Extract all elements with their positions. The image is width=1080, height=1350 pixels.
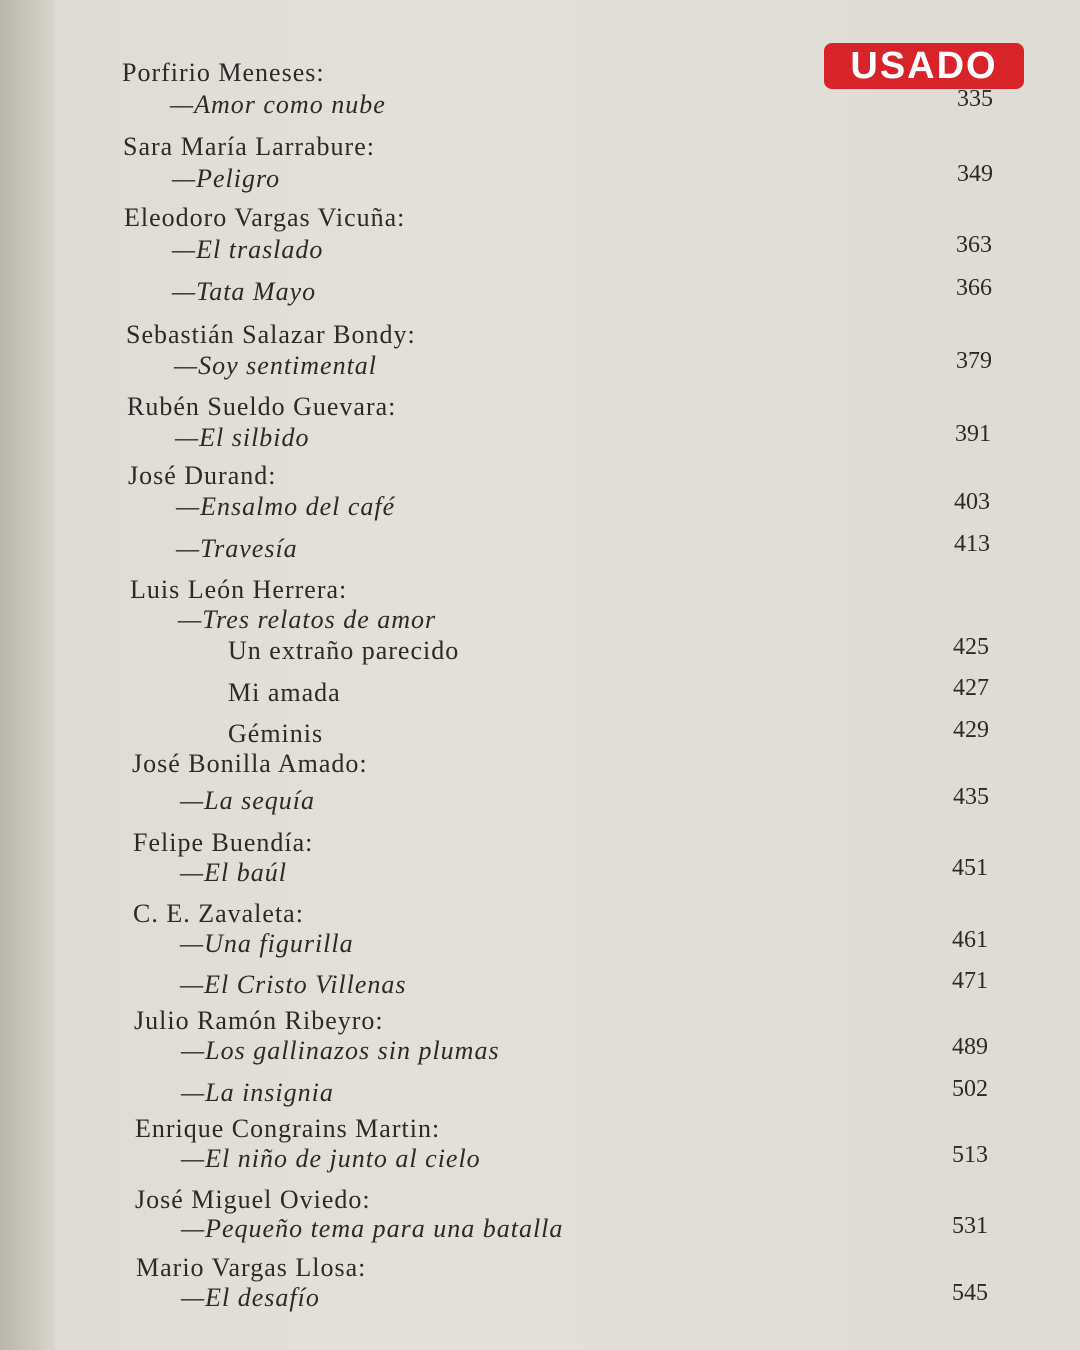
toc-author: Julio Ramón Ribeyro: — [134, 1006, 384, 1035]
toc-page-number: 489 — [952, 1034, 988, 1060]
toc-author: José Bonilla Amado: — [132, 749, 368, 778]
toc-story-title: —La sequía — [180, 786, 315, 815]
toc-sub-title: Géminis — [228, 719, 324, 748]
toc-author: Sara María Larrabure: — [123, 132, 375, 161]
toc-story-title: —Tata Mayo — [172, 277, 317, 306]
toc-story-title: —Amor como nube — [170, 90, 386, 119]
toc-page-number: 471 — [952, 968, 988, 994]
toc-page-number: 429 — [953, 717, 989, 743]
toc-author: Rubén Sueldo Guevara: — [127, 392, 397, 421]
toc-page-number: 403 — [954, 489, 990, 515]
toc-story-title: —El desafío — [181, 1283, 320, 1312]
toc-author: Porfirio Meneses: — [122, 58, 325, 87]
toc-sub-title: Mi amada — [228, 678, 341, 707]
toc-story-title: —Soy sentimental — [174, 351, 378, 380]
toc-author: Mario Vargas Llosa: — [136, 1253, 367, 1282]
book-spine-shadow — [0, 0, 55, 1350]
toc-page-number: 425 — [953, 634, 989, 660]
toc-page-number: 335 — [957, 86, 993, 112]
toc-story-title: —Una figurilla — [180, 929, 354, 958]
toc-page-number: 366 — [956, 275, 992, 301]
toc-author: Enrique Congrains Martin: — [135, 1114, 441, 1143]
toc-author: Luis León Herrera: — [130, 575, 348, 604]
toc-story-title: —Ensalmo del café — [176, 492, 396, 521]
toc-author: Sebastián Salazar Bondy: — [126, 320, 416, 349]
toc-story-title: —El baúl — [180, 858, 287, 887]
toc-author: José Durand: — [128, 461, 277, 490]
toc-page-number: 379 — [956, 348, 992, 374]
toc-page-number: 531 — [952, 1213, 988, 1239]
toc-author: Felipe Buendía: — [133, 828, 314, 857]
toc-story-title: —Tres relatos de amor — [178, 605, 437, 634]
toc-page-number: 349 — [957, 161, 993, 187]
toc-page-number: 427 — [953, 675, 989, 701]
toc-page-number: 451 — [952, 855, 988, 881]
toc-story-title: —El traslado — [172, 235, 324, 264]
toc-author: C. E. Zavaleta: — [133, 899, 304, 928]
toc-story-title: —Travesía — [176, 534, 298, 563]
used-badge: USADO — [824, 43, 1024, 89]
toc-page-number: 413 — [954, 531, 990, 557]
toc-page-number: 435 — [953, 784, 989, 810]
toc-story-title: —El Cristo Villenas — [180, 970, 407, 999]
toc-story-title: —Peligro — [172, 164, 281, 193]
toc-story-title: —El niño de junto al cielo — [181, 1144, 481, 1173]
toc-page-number: 545 — [952, 1280, 988, 1306]
toc-story-title: —La insignia — [181, 1078, 334, 1107]
toc-page-number: 461 — [952, 927, 988, 953]
toc-author: José Miguel Oviedo: — [135, 1185, 371, 1214]
toc-sub-title: Un extraño parecido — [228, 636, 460, 665]
toc-page-number: 502 — [952, 1076, 988, 1102]
toc-page-number: 513 — [952, 1142, 988, 1168]
toc-author: Eleodoro Vargas Vicuña: — [124, 203, 406, 232]
toc-page-number: 363 — [956, 232, 992, 258]
toc-story-title: —El silbido — [175, 423, 310, 452]
toc-story-title: —Pequeño tema para una batalla — [181, 1214, 564, 1243]
toc-page-number: 391 — [955, 421, 991, 447]
toc-story-title: —Los gallinazos sin plumas — [181, 1036, 500, 1065]
